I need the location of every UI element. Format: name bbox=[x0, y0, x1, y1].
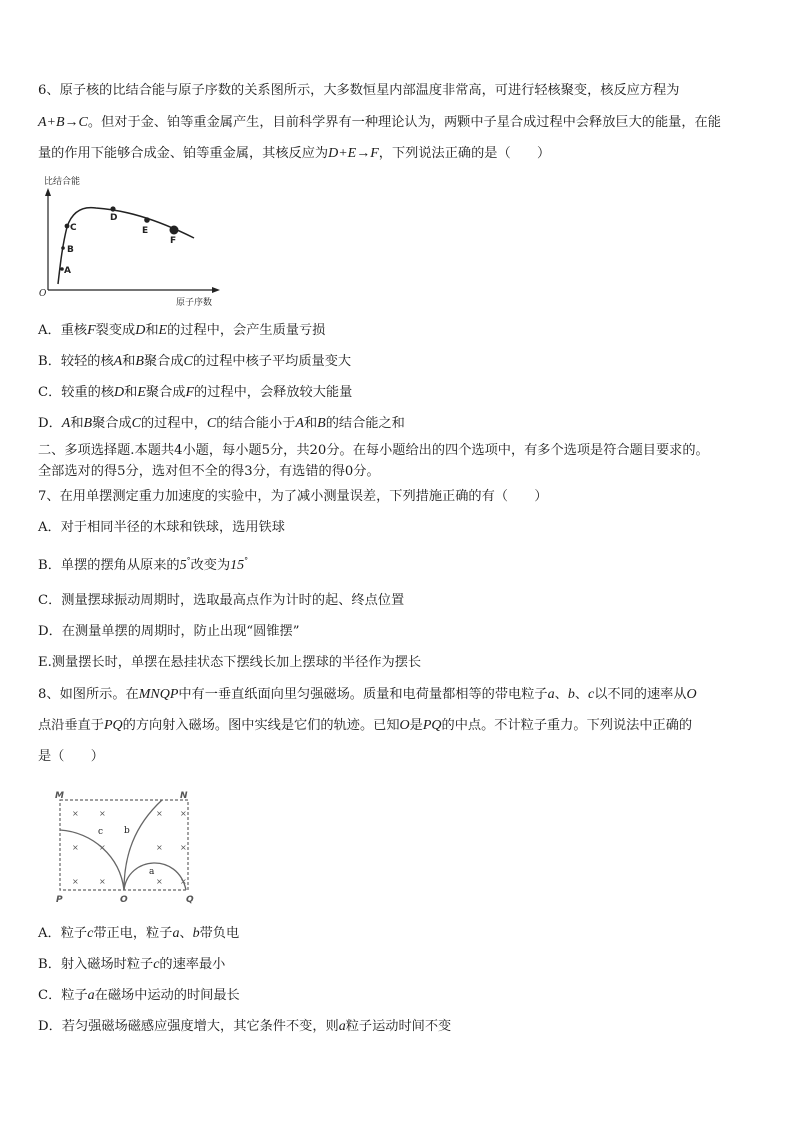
field-mark: × bbox=[99, 809, 106, 818]
q6-option-b: B．较轻的核A和B聚合成C的过程中核子平均质量变大 bbox=[38, 354, 352, 369]
point-b: B bbox=[67, 245, 74, 255]
section-2-heading-line2: 全部选对的得5分，选对但不全的得3分，有选错的得0分。 bbox=[38, 464, 380, 479]
corner-p: P bbox=[56, 895, 63, 905]
field-mark: × bbox=[72, 877, 79, 886]
q6-stem-line3: 量的作用下能够合成金、铂等重金属，其核反应为D+E→F，下列说法正确的是（ ） bbox=[38, 146, 551, 161]
field-mark: × bbox=[72, 809, 79, 818]
point-d: D bbox=[110, 213, 118, 223]
q7-option-c: C．测量摆球振动周期时，选取最高点作为计时的起、终点位置 bbox=[38, 593, 405, 608]
q8-option-d: D．若匀强磁场磁感应强度增大，其它条件不变，则a粒子运动时间不变 bbox=[38, 1019, 452, 1034]
field-mark: × bbox=[180, 809, 187, 818]
point-e: E bbox=[142, 226, 149, 236]
field-mark: × bbox=[156, 877, 163, 886]
q6-equation-2: D+E→F bbox=[328, 146, 379, 161]
q6-equation-1: A+B→C bbox=[38, 115, 88, 130]
q6-option-d: D．A和B聚合成C的过程中，C的结合能小于A和B的结合能之和 bbox=[38, 416, 405, 431]
field-mark: × bbox=[180, 843, 187, 852]
q8-option-a: A．粒子c带正电，粒子a、b带负电 bbox=[38, 926, 240, 941]
point-a: A bbox=[64, 266, 71, 276]
binding-energy-figure bbox=[34, 172, 234, 312]
figure-x-label: 原子序数 bbox=[176, 298, 213, 308]
track-c-label: c bbox=[98, 827, 104, 837]
q8-stem-line3: 是（ ） bbox=[38, 749, 104, 764]
q7-option-a: A．对于相同半径的木球和铁球，选用铁球 bbox=[38, 520, 285, 535]
corner-m: M bbox=[55, 791, 64, 801]
corner-q: Q bbox=[186, 895, 194, 905]
q7-option-e: E.测量摆长时，单摆在悬挂状态下摆线长加上摆球的半径作为摆长 bbox=[38, 655, 422, 670]
field-mark: × bbox=[72, 843, 79, 852]
q8-stem-line2: 点沿垂直于PQ的方向射入磁场。图中实线是它们的轨迹。已知O是PQ的中点。不计粒子重力。下列说法中正确的 bbox=[38, 718, 693, 733]
field-mark: × bbox=[99, 877, 106, 886]
figure-y-label: 比结合能 bbox=[44, 177, 81, 187]
field-mark: × bbox=[180, 877, 187, 886]
q8-option-b: B．射入磁场时粒子c的速率最小 bbox=[38, 957, 226, 972]
q8-stem-line1: 8、如图所示。在MNQP中有一垂直纸面向里匀强磁场。质量和电荷量都相等的带电粒子a、b、c以不同的速率从O bbox=[38, 687, 697, 702]
point-c: C bbox=[70, 223, 77, 233]
track-b-label: b bbox=[124, 826, 130, 836]
track-a-label: a bbox=[149, 867, 155, 877]
q6-stem-line1: 6、原子核的比结合能与原子序数的关系图所示，大多数恒星内部温度非常高，可进行轻核聚变，核反应方程为 bbox=[38, 83, 680, 98]
q7-option-d: D．在测量单摆的周期时，防止出现“圆锥摆” bbox=[38, 624, 300, 639]
section-2-heading-line1: 二、多项选择题.本题共4小题，每小题5分，共20分。在每小题给出的四个选项中，有多个选项是符合题目要求的。 bbox=[38, 443, 709, 458]
point-f: F bbox=[170, 236, 177, 246]
q6-option-a: A．重核F裂变成D和E的过程中，会产生质量亏损 bbox=[38, 323, 326, 338]
field-mark: × bbox=[156, 843, 163, 852]
figure-origin: O bbox=[39, 289, 47, 299]
q7-stem: 7、在用单摆测定重力加速度的实验中，为了减小测量误差，下列措施正确的有（ ） bbox=[38, 489, 548, 504]
magnetic-field-figure bbox=[52, 786, 202, 906]
field-mark: × bbox=[99, 843, 106, 852]
field-mark: × bbox=[156, 809, 163, 818]
q6-stem-line2: A+B→C。但对于金、铂等重金属产生，目前科学界有一种理论认为，两颗中子星合成过程中会释放巨大的能量，在能 bbox=[38, 115, 721, 130]
q8-option-c: C．粒子a在磁场中运动的时间最长 bbox=[38, 988, 240, 1003]
q7-option-b: B．单摆的摆角从原来的5°改变为15° bbox=[38, 556, 249, 573]
q6-option-c: C．较重的核D和E聚合成F的过程中，会释放较大能量 bbox=[38, 385, 353, 400]
corner-o: O bbox=[120, 895, 128, 905]
corner-n: N bbox=[180, 791, 188, 801]
